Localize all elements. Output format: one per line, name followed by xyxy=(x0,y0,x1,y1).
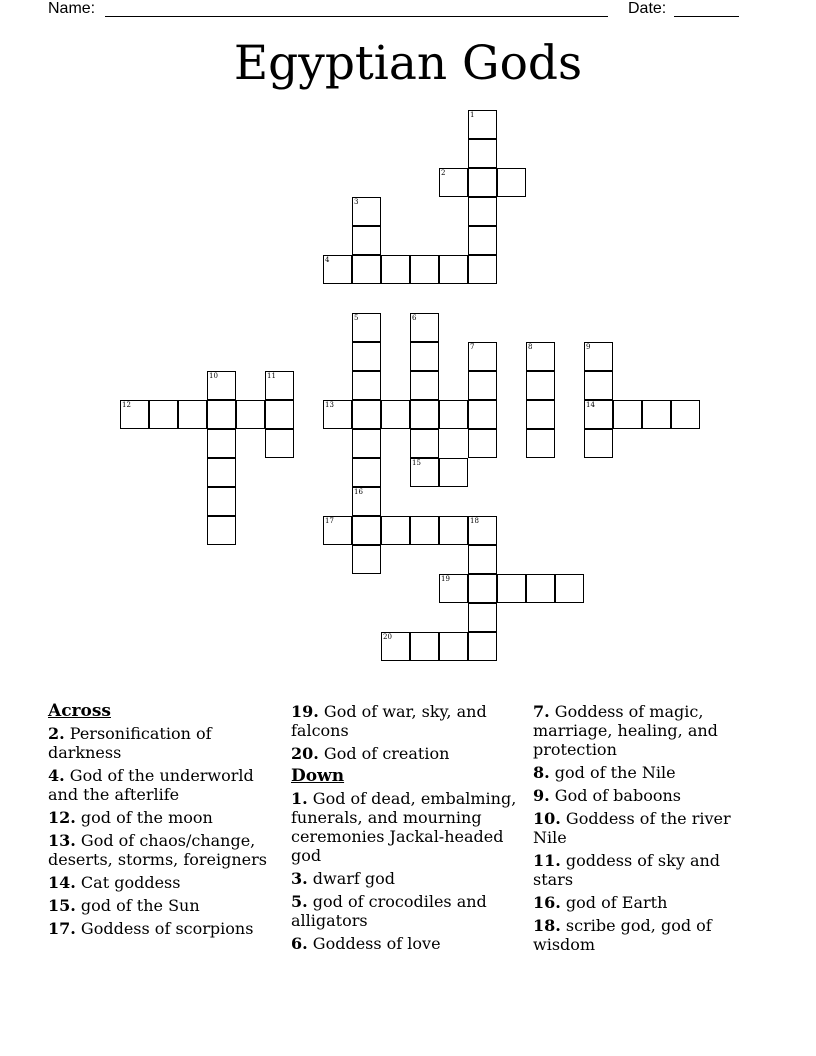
crossword-cell[interactable] xyxy=(526,400,555,429)
clue-number: 6 xyxy=(412,314,417,322)
page-title: Egyptian Gods xyxy=(233,36,583,91)
crossword-cell[interactable] xyxy=(584,429,613,458)
crossword-cell[interactable] xyxy=(468,168,497,197)
clue-number: 12 xyxy=(122,401,131,409)
crossword-cell[interactable] xyxy=(671,400,700,429)
crossword-cell[interactable] xyxy=(642,400,671,429)
clue-item xyxy=(533,893,765,912)
crossword-cell[interactable] xyxy=(410,516,439,545)
clue-item-text: Cat goddess xyxy=(75,873,181,892)
clue-item-text: Personification of darkness xyxy=(48,724,212,762)
clue-item-number: 15. xyxy=(48,896,76,915)
clue-item-text: God of creation xyxy=(318,744,450,763)
crossword-cell[interactable] xyxy=(381,632,410,661)
clue-item-text: God of baboons xyxy=(549,786,681,805)
crossword-cell[interactable] xyxy=(410,429,439,458)
crossword-cell[interactable] xyxy=(120,400,149,429)
clue-item xyxy=(533,763,765,782)
crossword-cell[interactable] xyxy=(526,371,555,400)
crossword-cell[interactable] xyxy=(468,139,497,168)
clue-number: 20 xyxy=(383,633,392,641)
crossword-cell[interactable] xyxy=(439,516,468,545)
clue-item-text: god of the moon xyxy=(75,808,213,827)
crossword-cell[interactable] xyxy=(323,400,352,429)
clue-item xyxy=(533,916,765,954)
crossword-cell[interactable] xyxy=(555,574,584,603)
crossword-cell[interactable] xyxy=(410,342,439,371)
clue-number: 3 xyxy=(354,198,359,206)
clue-item xyxy=(533,809,765,847)
crossword-cell[interactable] xyxy=(352,313,381,342)
name-field[interactable] xyxy=(105,16,608,17)
clue-item-number: 6. xyxy=(291,934,308,953)
crossword-cell[interactable] xyxy=(468,255,497,284)
clue-item-text: God of the underworld and the afterlife xyxy=(48,766,254,804)
crossword-cell[interactable] xyxy=(149,400,178,429)
crossword-cell[interactable] xyxy=(265,400,294,429)
clue-item xyxy=(291,869,523,888)
clue-number: 16 xyxy=(354,488,363,496)
clue-column-2 xyxy=(291,702,523,957)
crossword-cell[interactable] xyxy=(381,400,410,429)
crossword-cell[interactable] xyxy=(468,545,497,574)
clue-item-number: 9. xyxy=(533,786,550,805)
crossword-cell[interactable] xyxy=(207,487,236,516)
crossword-cell[interactable] xyxy=(207,400,236,429)
crossword-cell[interactable] xyxy=(468,632,497,661)
crossword-cell[interactable] xyxy=(468,371,497,400)
clue-item-text: God of dead, embalming, funerals, and mourning ceremonies Jackal-headed god xyxy=(291,789,517,865)
crossword-cell[interactable] xyxy=(352,400,381,429)
clue-item-number: 1. xyxy=(291,789,308,808)
crossword-cell[interactable] xyxy=(352,487,381,516)
clue-item xyxy=(533,851,765,889)
clue-item-text: God of war, sky, and falcons xyxy=(291,702,487,740)
clue-number: 4 xyxy=(325,256,330,264)
clue-number: 15 xyxy=(412,459,421,467)
crossword-cell[interactable] xyxy=(613,400,642,429)
clue-number: 10 xyxy=(209,372,218,380)
crossword-cell[interactable] xyxy=(497,168,526,197)
clue-item-text: Goddess of magic, marriage, healing, and protection xyxy=(533,702,718,759)
crossword-cell[interactable] xyxy=(584,371,613,400)
clue-item-number: 18. xyxy=(533,916,561,935)
clue-item xyxy=(48,873,280,892)
clue-item-number: 19. xyxy=(291,702,319,721)
clue-item xyxy=(291,892,523,930)
clue-item-text: goddess of sky and stars xyxy=(533,851,721,889)
clue-item-text: Goddess of the river Nile xyxy=(533,809,731,847)
date-field[interactable] xyxy=(674,16,739,17)
clue-item-number: 10. xyxy=(533,809,561,828)
clue-number: 5 xyxy=(354,314,359,322)
crossword-cell[interactable] xyxy=(468,110,497,139)
down-heading: Down xyxy=(291,766,345,786)
crossword-cell[interactable] xyxy=(468,516,497,545)
crossword-cell[interactable] xyxy=(468,574,497,603)
crossword-cell[interactable] xyxy=(468,342,497,371)
clue-item xyxy=(291,744,523,763)
crossword-cell[interactable] xyxy=(352,429,381,458)
crossword-cell[interactable] xyxy=(352,371,381,400)
crossword-cell[interactable] xyxy=(207,371,236,400)
clue-item-text: god of the Nile xyxy=(549,763,676,782)
crossword-cell[interactable] xyxy=(468,197,497,226)
crossword-cell[interactable] xyxy=(410,313,439,342)
crossword-cell[interactable] xyxy=(352,226,381,255)
crossword-cell[interactable] xyxy=(439,255,468,284)
crossword-cell[interactable] xyxy=(584,400,613,429)
clue-item-number: 5. xyxy=(291,892,308,911)
clue-item-number: 4. xyxy=(48,766,65,785)
crossword-cell[interactable] xyxy=(439,400,468,429)
crossword-cell[interactable] xyxy=(410,400,439,429)
clue-item xyxy=(291,702,523,740)
clue-item-number: 16. xyxy=(533,893,561,912)
clue-number: 18 xyxy=(470,517,479,525)
crossword-cell[interactable] xyxy=(352,255,381,284)
crossword-cell[interactable] xyxy=(323,255,352,284)
clue-item-text: god of Earth xyxy=(560,893,668,912)
crossword-cell[interactable] xyxy=(381,255,410,284)
crossword-cell[interactable] xyxy=(410,255,439,284)
across-heading: Across xyxy=(48,701,111,721)
clue-column-1 xyxy=(48,702,280,942)
crossword-cell[interactable] xyxy=(323,516,352,545)
clue-item-text: god of crocodiles and alligators xyxy=(291,892,487,930)
crossword-cell[interactable] xyxy=(526,429,555,458)
clue-item xyxy=(48,919,280,938)
clue-number: 1 xyxy=(470,111,475,119)
clue-item-number: 8. xyxy=(533,763,550,782)
clue-number: 17 xyxy=(325,517,334,525)
clue-item xyxy=(291,789,523,865)
crossword-cell[interactable] xyxy=(410,458,439,487)
crossword-cell[interactable] xyxy=(468,226,497,255)
crossword-cell[interactable] xyxy=(497,574,526,603)
crossword-cell[interactable] xyxy=(207,429,236,458)
clue-item-number: 12. xyxy=(48,808,76,827)
clue-number: 8 xyxy=(528,343,533,351)
clue-item xyxy=(48,808,280,827)
date-label: Date: xyxy=(628,0,667,17)
clue-item xyxy=(48,766,280,804)
crossword-cell[interactable] xyxy=(352,458,381,487)
crossword-cell[interactable] xyxy=(236,400,265,429)
clue-item-text: god of the Sun xyxy=(75,896,200,915)
clue-item-text: God of chaos/change, deserts, storms, foreigners xyxy=(48,831,267,869)
crossword-cell[interactable] xyxy=(352,516,381,545)
clue-number: 19 xyxy=(441,575,450,583)
clue-item xyxy=(533,702,765,759)
clue-item-number: 14. xyxy=(48,873,76,892)
crossword-cell[interactable] xyxy=(352,545,381,574)
crossword-cell[interactable] xyxy=(439,168,468,197)
clue-item-text: Goddess of love xyxy=(307,934,441,953)
crossword-cell[interactable] xyxy=(410,632,439,661)
clue-column-3 xyxy=(533,702,765,958)
clue-item-number: 3. xyxy=(291,869,308,888)
crossword-cell[interactable] xyxy=(468,400,497,429)
clue-item-text: dwarf god xyxy=(307,869,396,888)
crossword-cell[interactable] xyxy=(178,400,207,429)
clue-item-text: scribe god, god of wisdom xyxy=(533,916,712,954)
clue-item-number: 20. xyxy=(291,744,319,763)
clue-number: 11 xyxy=(267,372,276,380)
name-label: Name: xyxy=(48,0,96,17)
clue-item-number: 13. xyxy=(48,831,76,850)
clue-item-number: 17. xyxy=(48,919,76,938)
crossword-cell[interactable] xyxy=(468,429,497,458)
crossword-cell[interactable] xyxy=(352,342,381,371)
clue-number: 13 xyxy=(325,401,334,409)
clue-item-text: Goddess of scorpions xyxy=(75,919,254,938)
clue-item-number: 11. xyxy=(533,851,561,870)
crossword-cell[interactable] xyxy=(265,429,294,458)
crossword-cell[interactable] xyxy=(584,342,613,371)
crossword-cell[interactable] xyxy=(207,458,236,487)
clue-item xyxy=(48,896,280,915)
crossword-cell[interactable] xyxy=(439,458,468,487)
clue-number: 14 xyxy=(586,401,595,409)
worksheet-header xyxy=(48,0,748,20)
crossword-cell[interactable] xyxy=(526,574,555,603)
crossword-cell[interactable] xyxy=(439,632,468,661)
clue-number: 2 xyxy=(441,169,446,177)
clue-item xyxy=(291,934,523,953)
crossword-cell[interactable] xyxy=(439,574,468,603)
clue-item xyxy=(48,831,280,869)
clue-item-number: 2. xyxy=(48,724,65,743)
clue-item xyxy=(48,724,280,762)
crossword-cell[interactable] xyxy=(352,197,381,226)
clue-number: 9 xyxy=(586,343,591,351)
clue-item xyxy=(533,786,765,805)
crossword-cell[interactable] xyxy=(265,371,294,400)
crossword-cell[interactable] xyxy=(526,342,555,371)
crossword-cell[interactable] xyxy=(207,516,236,545)
crossword-cell[interactable] xyxy=(381,516,410,545)
crossword-cell[interactable] xyxy=(410,371,439,400)
clue-number: 7 xyxy=(470,343,475,351)
clue-item-number: 7. xyxy=(533,702,550,721)
crossword-cell[interactable] xyxy=(468,603,497,632)
